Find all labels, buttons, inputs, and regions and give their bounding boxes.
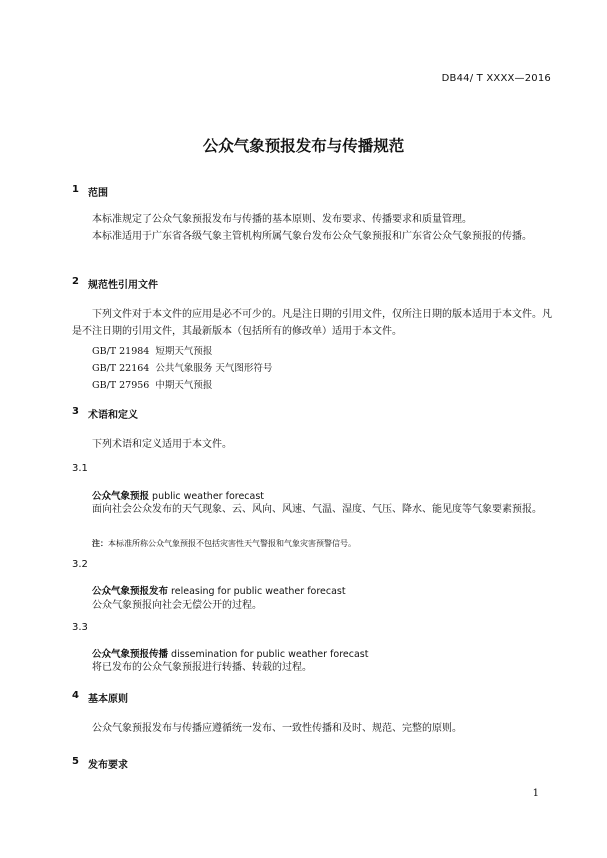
term-number: 3.2 [72, 559, 88, 570]
reference-code: GB/T 27956 [92, 380, 150, 391]
term-english: dissemination for public weather forecast [171, 649, 369, 660]
term-english: public weather forecast [152, 491, 265, 502]
note-label: 注： [92, 538, 108, 548]
term-heading [92, 646, 368, 660]
term-number: 3.1 [72, 463, 88, 474]
section-4-paragraph-1: 公众气象预报发布与传播应遵循统一发布、一致性传播和及时、规范、完整的原则。 [92, 723, 462, 734]
reference-item [92, 360, 272, 374]
section-number: 3 [72, 406, 79, 417]
section-number: 4 [72, 690, 79, 701]
section-2-paragraph-1: 下列文件对于本文件的应用是必不可少的。凡是注日期的引用文件，仅所注日期的版本适用于本文件。凡是不注日期的引用文件，其最新版本（包括所有的修改单）适用于本文件。 [72, 309, 552, 337]
reference-name: 公共气象服务 天气图形符号 [155, 363, 273, 374]
term-definition: 公众气象预报向社会无偿公开的过程。 [92, 600, 262, 611]
section-title: 范围 [88, 188, 108, 199]
term-heading [92, 583, 346, 597]
term-note [92, 538, 356, 549]
reference-name: 中期天气预报 [155, 380, 213, 391]
reference-code: GB/T 22164 [92, 363, 150, 374]
section-title: 规范性引用文件 [88, 280, 158, 291]
term-chinese: 公众气象预报 [92, 491, 150, 502]
term-english: releasing for public weather forecast [171, 586, 346, 597]
section-1-paragraph-1: 本标准规定了公众气象预报发布与传播的基本原则、发布要求、传播要求和质量管理。 [92, 214, 472, 225]
term-definition: 面向社会公众发布的天气现象、云、风向、风速、气温、湿度、气压、降水、能见度等气象要素预报。 [92, 504, 542, 515]
note-text: 本标准所称公众气象预报不包括灾害性天气警报和气象灾害预警信号。 [108, 539, 356, 548]
term-definition: 将已发布的公众气象预报进行转播、转载的过程。 [92, 662, 312, 673]
reference-code: GB/T 21984 [92, 346, 150, 357]
section-title: 术语和定义 [88, 410, 138, 421]
term-number: 3.3 [72, 622, 88, 633]
document-title: 公众气象预报发布与传播规范 [202, 137, 405, 155]
term-chinese: 公众气象预报传播 [92, 649, 169, 660]
section-number: 1 [72, 184, 79, 195]
section-number: 5 [72, 756, 79, 767]
term-heading [92, 488, 264, 502]
section-title: 基本原则 [88, 694, 128, 705]
section-number: 2 [72, 276, 79, 287]
document-number: DB44/ T XXXX—2016 [441, 73, 551, 84]
term-chinese: 公众气象预报发布 [92, 586, 169, 597]
reference-item [92, 343, 212, 357]
page-number: 1 [532, 788, 539, 799]
section-1-paragraph-2: 本标准适用于广东省各级气象主管机构所属气象台发布公众气象预报和广东省公众气象预报的传播。 [92, 231, 532, 242]
reference-item [92, 377, 212, 391]
reference-name: 短期天气预报 [155, 346, 213, 357]
section-title: 发布要求 [88, 760, 128, 771]
section-3-paragraph-1: 下列术语和定义适用于本文件。 [92, 439, 232, 450]
